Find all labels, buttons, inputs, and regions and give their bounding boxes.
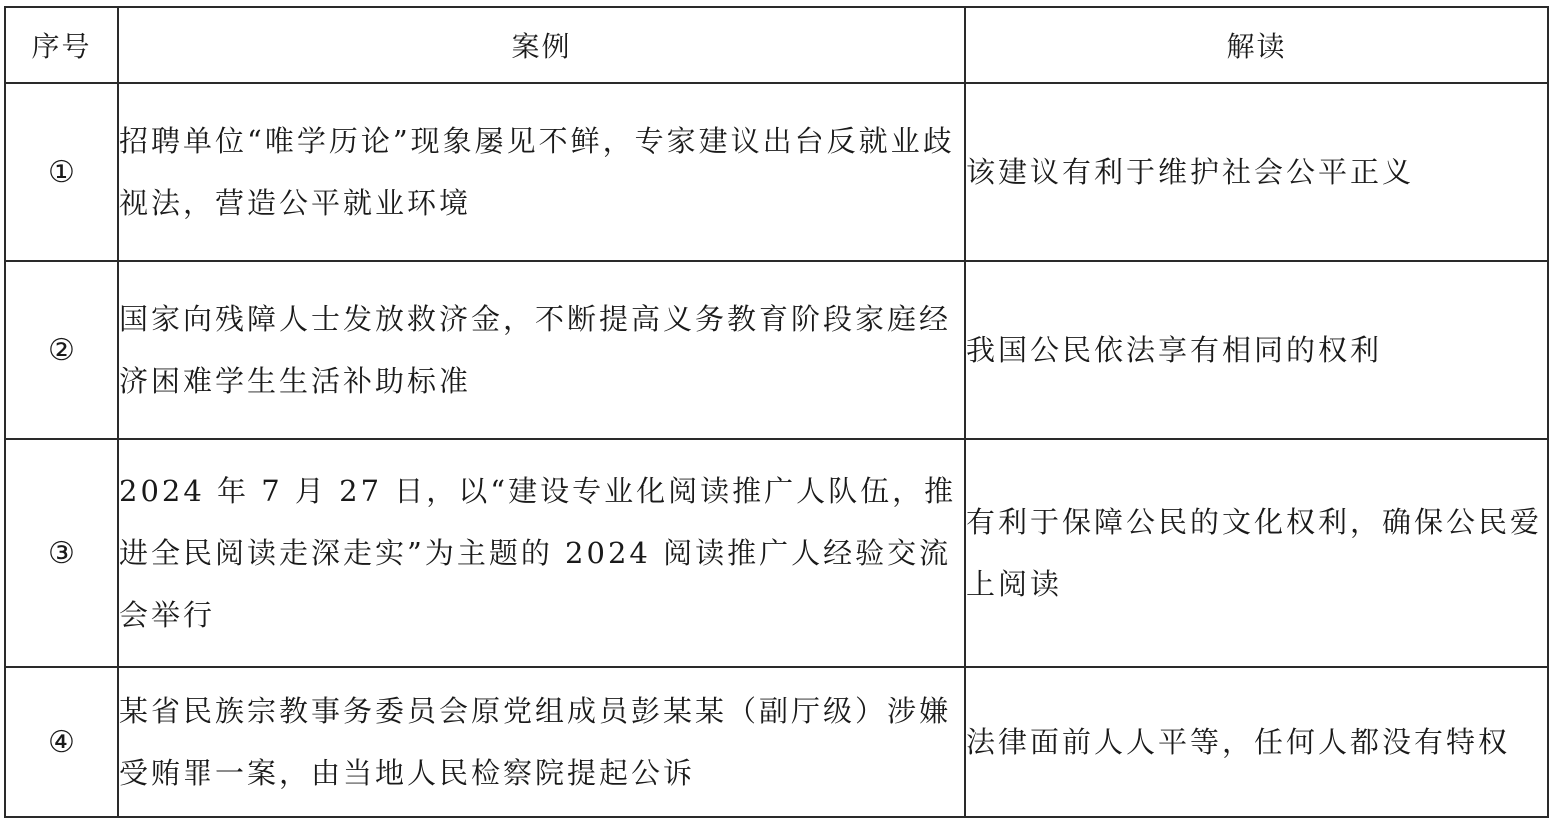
- note-text: 有利于保障公民的文化权利，确保公民爱上阅读: [966, 505, 1543, 601]
- table-row: [5, 667, 1548, 817]
- note-cell: [965, 439, 1548, 667]
- case-table: [4, 6, 1549, 818]
- case-cell: [118, 83, 965, 261]
- note-text: 该建议有利于维护社会公平正义: [966, 155, 1415, 189]
- note-cell: [965, 667, 1548, 817]
- header-row: [5, 7, 1548, 83]
- row-number: ④: [5, 667, 118, 817]
- note-text: 我国公民依法享有相同的权利: [966, 333, 1383, 367]
- case-cell: [118, 667, 965, 817]
- header-note: 解读: [965, 7, 1548, 83]
- note-cell: [965, 83, 1548, 261]
- case-text: 国家向残障人士发放救济金，不断提高义务教育阶段家庭经济困难学生生活补助标准: [119, 302, 952, 398]
- case-text: 某省民族宗教事务委员会原党组成员彭某某（副厅级）涉嫌受贿罪一案，由当地人民检察院提起公诉: [119, 694, 952, 790]
- table-row: [5, 261, 1548, 439]
- header-num: 序号: [5, 7, 118, 83]
- case-cell: [118, 261, 965, 439]
- table-row: [5, 439, 1548, 667]
- row-number: ①: [5, 83, 118, 261]
- row-number: ③: [5, 439, 118, 667]
- case-text: 招聘单位“唯学历论”现象屡见不鲜，专家建议出台反就业歧视法，营造公平就业环境: [119, 124, 955, 220]
- case-text: 2024 年 7 月 27 日，以“建设专业化阅读推广人队伍，推进全民阅读走深走实”为主题的 2024 阅读推广人经验交流会举行: [119, 474, 957, 632]
- note-cell: [965, 261, 1548, 439]
- case-cell: [118, 439, 965, 667]
- table-row: [5, 83, 1548, 261]
- header-case: 案例: [118, 7, 965, 83]
- row-number: ②: [5, 261, 118, 439]
- note-text: 法律面前人人平等，任何人都没有特权: [966, 725, 1511, 759]
